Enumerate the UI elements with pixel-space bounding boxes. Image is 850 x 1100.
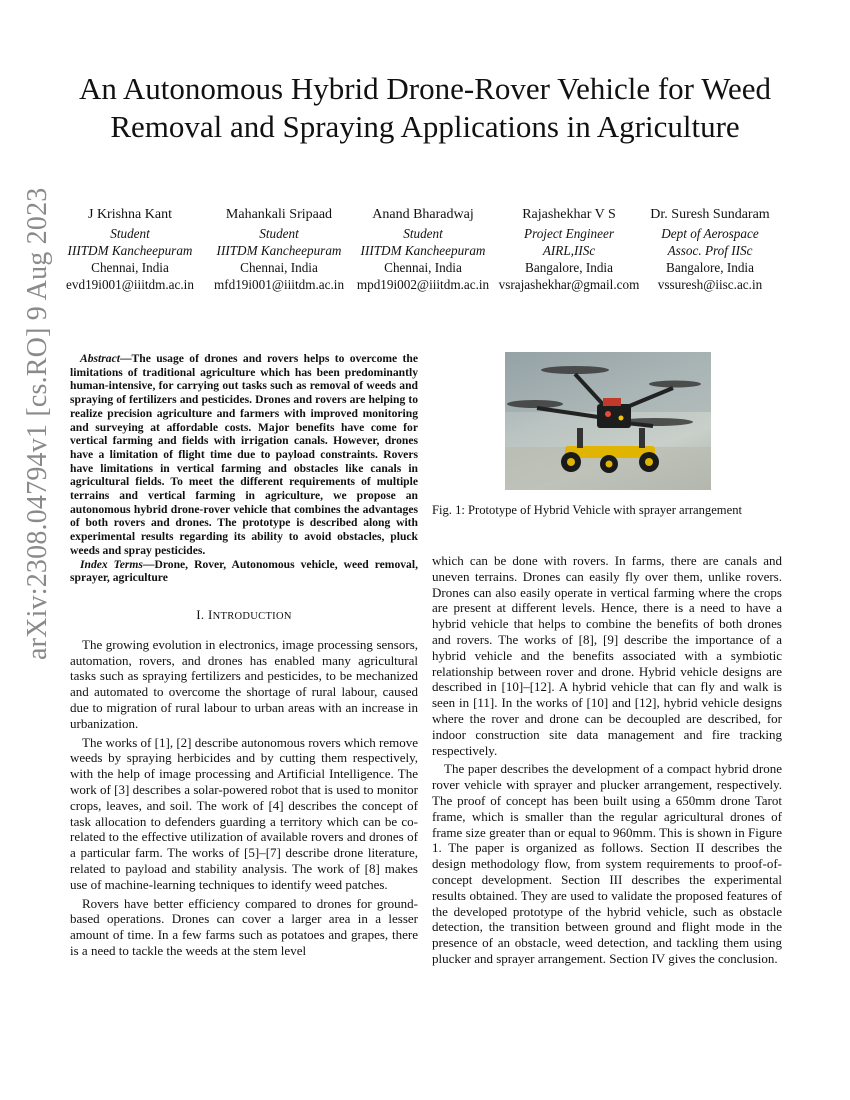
paragraph: The paper describes the development of a compact hybrid drone rover vehicle with sprayer and plucker arrangement, respectively. The proof of concept has been built using a 650mm drone Tarot frame, which is smaller than the regular agricultural drones of frame size greater than or equal to 960mm. This is shown in Figure 1. The paper is organized as follows. Section II describes the design methodology flow, from system requirements to proof-of-concept development. Section III describes the experimental results obtained. They are used to validate the proposed features of the developed prototype of the hybrid vehicle, such as obstacle detection, the transition between ground and flight mode in the presence of an obstacle, weed detection, and tackling them using plucker and sprayer arrangement. Section IV gives the conclusion. xyxy=(432,761,782,966)
index-terms-text: —Drone, Rover, Autonomous vehicle, weed removal, sprayer, agriculture xyxy=(70,557,418,585)
author-name: Anand Bharadwaj xyxy=(372,207,474,222)
section-number: I. xyxy=(196,606,208,622)
paragraph: which can be done with rovers. In farms, there are canals and uneven terrains. Drones can easily fly over them, unlike rovers. Drones can also easily operate in vertical farming where the crops are present at different levels. Hence, there is a need to have a hybrid vehicle that helps to combine the benefits of both drones and rovers. The works of [8], [9] describe the importance of a hybrid vehicle and the benefits associated with a symbiotic relationship between rover and drone. Hybrid vehicle designs are described in [10]–[12]. A hybrid vehicle that can fly and walk is seen in [11]. In the works of [10] and [12], hybrid vehicle designs where the rover and drone can be decoupled are described, for indoor construction site data management and fire tracking respectively. xyxy=(432,553,782,758)
author-block xyxy=(205,206,353,293)
author-role: Student xyxy=(259,226,299,241)
drone-rover-photo xyxy=(505,352,711,490)
author-role: Student xyxy=(110,226,150,241)
author-email: vsrajashekhar@gmail.com xyxy=(498,277,640,292)
paragraph: The growing evolution in electronics, image processing sensors, automation, rovers, and drones has enabled many agricultural tasks such as spraying fertilizers and pesticides, to be mechanized and automated to overcome the shortage of rural labour, caused due to migration of rural labour to urban areas with an increase in urbanization. xyxy=(70,636,418,731)
section-initial: I xyxy=(207,606,213,622)
index-terms xyxy=(70,558,418,585)
author-block xyxy=(60,206,200,293)
right-column xyxy=(432,553,782,970)
author-email: mfd19i001@iiitdm.ac.in xyxy=(213,277,345,292)
author-role: Dept of Aerospace xyxy=(661,226,759,241)
section-title-rest: NTRODUCTION xyxy=(212,610,292,622)
author-block xyxy=(646,206,774,293)
author-email: mpd19i002@iiitdm.ac.in xyxy=(356,277,490,292)
paragraph: Rovers have better efficiency compared to drones for ground-based operations. Drones can cover a larger area in a lesser amount of time. In a few farms such as potatoes and grapes, there is a need to tackle the weeds at the stem level xyxy=(70,895,418,958)
author-location: Chennai, India xyxy=(384,260,462,275)
author-block xyxy=(494,206,644,293)
author-affiliation: AIRL,IISc xyxy=(542,243,596,258)
author-role: Student xyxy=(403,226,443,241)
author-email: vssuresh@iisc.ac.in xyxy=(657,277,763,292)
index-terms-label: Index Terms xyxy=(80,557,143,571)
author-location: Chennai, India xyxy=(91,260,169,275)
author-name: Dr. Suresh Sundaram xyxy=(650,207,770,222)
author-location: Bangalore, India xyxy=(525,260,613,275)
author-block xyxy=(348,206,498,293)
author-affiliation: IIITDM Kancheepuram xyxy=(67,243,193,258)
author-affiliation: Assoc. Prof IISc xyxy=(667,243,753,258)
arxiv-stamp: arXiv:2308.04794v1 [cs.RO] 9 Aug 2023 xyxy=(22,187,53,660)
author-name: J Krishna Kant xyxy=(88,207,172,222)
author-location: Bangalore, India xyxy=(666,260,754,275)
author-affiliation: IIITDM Kancheepuram xyxy=(360,243,486,258)
figure-caption: Fig. 1: Prototype of Hybrid Vehicle with sprayer arrangement xyxy=(432,503,742,517)
author-role: Project Engineer xyxy=(524,226,614,241)
abstract-label: Abstract xyxy=(80,352,120,365)
abstract-text: —The usage of drones and rovers helps to overcome the limitations of traditional agriculture which has been predominantly human-intensive, for carrying out tasks such as removal of weeds and spraying of fertilizers and pesticides. Drones and rovers are helping to realize precision agriculture and farmers with improved monitoring and surveying at affordable costs. Major benefits have come for vertical farming and fields with irrigation canals. However, drones have a limitation of flight time due to payload constraints. Rovers have limitations in vertical farming and obstacles like canals in agricultural fields. To meet the different requirements of multiple terrains and vertical farming in agriculture, we propose an autonomous hybrid drone-rover vehicle that combines the advantages of both rovers and drones. The prototype is described along with experimental results regarding its ability to avoid obstacles, pluck weeds and spray pesticides. xyxy=(70,352,418,557)
author-affiliation: IIITDM Kancheepuram xyxy=(216,243,342,258)
author-name: Rajashekhar V S xyxy=(522,207,616,222)
section-heading xyxy=(70,607,418,625)
left-column xyxy=(70,352,418,962)
drone-illustration xyxy=(505,352,711,490)
abstract xyxy=(70,352,418,558)
author-name: Mahankali Sripaad xyxy=(225,207,333,222)
author-location: Chennai, India xyxy=(240,260,318,275)
author-email: evd19i001@iiitdm.ac.in xyxy=(66,277,194,292)
paper-title: An Autonomous Hybrid Drone-Rover Vehicle for Weed Removal and Spraying Applications in Agriculture xyxy=(78,71,771,144)
paragraph: The works of [1], [2] describe autonomous rovers which remove weeds by spraying herbicides and by cutting them respectively, with the help of image processing and Artificial Intelligence. The work of [3] describes a solar-powered robot that is used to monitor crops, leaves, and soil. The work of [4] describes the concept of task allocation to defenders guarding a territory which can be co-related to the effective utilization of available rovers and drones of a particular farm. The works of [5]–[7] describe drone literature, related to payload and stability analysis. The work of [8] makes use of machine-learning techniques to identify weed patches. xyxy=(70,734,418,892)
